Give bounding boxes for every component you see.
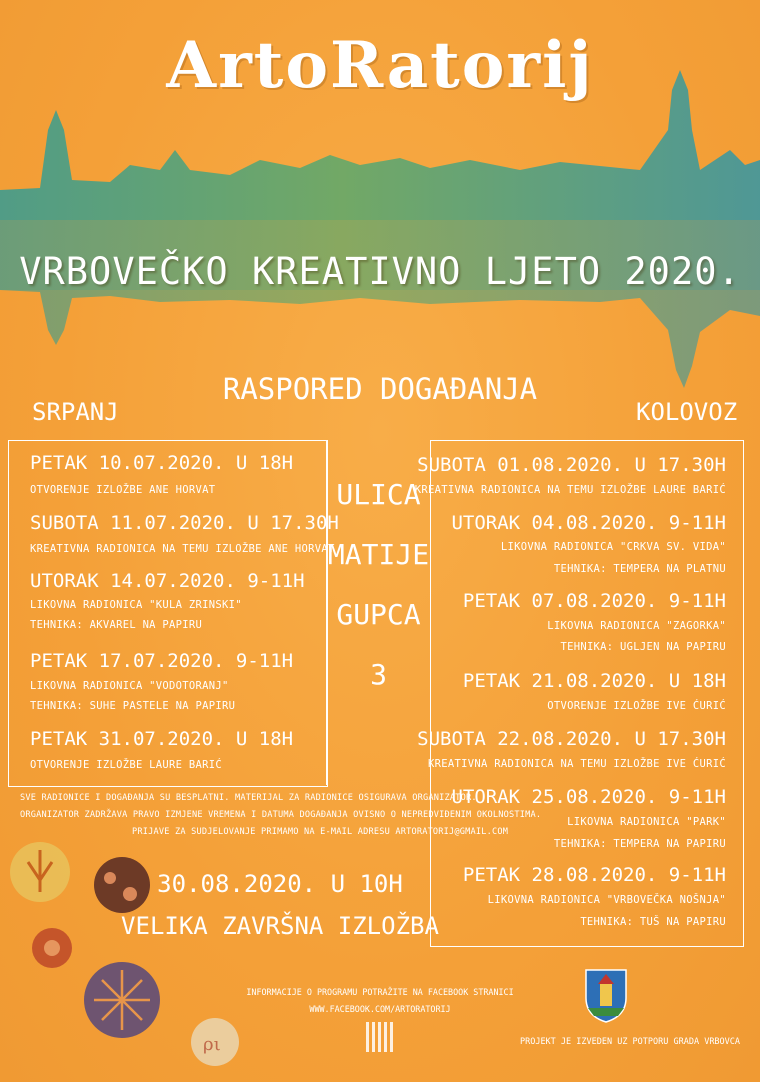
final-exhibition-label: VELIKA ZAVRŠNA IZLOŽBA <box>121 912 439 940</box>
decorative-painted-circles <box>0 830 250 1082</box>
venue-line: ULICA <box>336 478 421 511</box>
august-event-date: UTORAK 25.08.2020. 9-11H <box>451 786 726 808</box>
info-text: INFORMACIJE O PROGRAMU POTRAŽITE NA FACEBOOK STRANICI <box>246 987 514 997</box>
final-exhibition-date: 30.08.2020. U 10H <box>157 870 403 898</box>
august-event-technique: TEHNIKA: TEMPERA NA PLATNU <box>553 563 726 575</box>
august-event-technique: TEHNIKA: UGLJEN NA PAPIRU <box>560 641 726 653</box>
august-event-desc: OTVORENJE IZLOŽBE IVE ĆURIĆ <box>547 700 726 712</box>
july-event-date: SUBOTA 11.07.2020. U 17.30H <box>30 512 339 534</box>
august-event-date: PETAK 21.08.2020. U 18H <box>462 670 726 692</box>
august-event-date: SUBOTA 22.08.2020. U 17.30H <box>417 728 726 750</box>
august-event-technique: TEHNIKA: TUŠ NA PAPIRU <box>580 916 726 928</box>
august-event-desc: LIKOVNA RADIONICA "PARK" <box>567 816 726 828</box>
august-event-date: PETAK 07.08.2020. 9-11H <box>462 590 726 612</box>
qr-code-icon <box>366 1022 396 1052</box>
note-changes: ORGANIZATOR ZADRŽAVA PRAVO IZMJENE VREMENA I DATUMA DOGAĐANJA OVISNO O NEPREDVIĐENIM OKOLNOSTIMA. <box>20 810 542 820</box>
july-event-desc: LIKOVNA RADIONICA "VODOTORANJ" <box>30 680 229 692</box>
july-event-date: PETAK 10.07.2020. U 18H <box>30 452 294 474</box>
july-event-technique: TEHNIKA: SUHE PASTELE NA PAPIRU <box>30 700 236 712</box>
venue-line: MATIJE <box>327 538 430 571</box>
facebook-link[interactable]: WWW.FACEBOOK.COM/ARTORATORIJ <box>309 1004 451 1014</box>
july-event-date: PETAK 17.07.2020. 9-11H <box>30 650 294 672</box>
july-event-date: PETAK 31.07.2020. U 18H <box>30 728 294 750</box>
july-event-date: UTORAK 14.07.2020. 9-11H <box>30 570 305 592</box>
july-event-desc: LIKOVNA RADIONICA "KULA ZRINSKI" <box>30 599 242 611</box>
svg-text:ρι: ρι <box>203 1034 221 1055</box>
month-july: SRPANJ <box>32 398 119 426</box>
august-event-date: UTORAK 04.08.2020. 9-11H <box>451 512 726 534</box>
july-event-desc: OTVORENJE IZLOŽBE LAURE BARIĆ <box>30 759 223 771</box>
venue-line: GUPCA <box>336 598 421 631</box>
july-event-desc: KREATIVNA RADIONICA NA TEMU IZLOŽBE ANE HORVAT <box>30 543 335 555</box>
august-event-desc: LIKOVNA RADIONICA "VRBOVEČKA NOŠNJA" <box>487 894 726 906</box>
july-event-desc: OTVORENJE IZLOŽBE ANE HORVAT <box>30 484 216 496</box>
venue-address <box>327 465 430 705</box>
august-event-desc: LIKOVNA RADIONICA "ZAGORKA" <box>547 620 726 632</box>
month-august: KOLOVOZ <box>636 398 738 426</box>
page-title: VRBOVEČKO KREATIVNO LJETO 2020. <box>19 250 741 293</box>
logo: ArtoRatorij <box>166 28 594 103</box>
july-event-technique: TEHNIKA: AKVAREL NA PAPIRU <box>30 619 203 631</box>
august-event-desc: KREATIVNA RADIONICA NA TEMU IZLOŽBE IVE ĆURIĆ <box>428 758 726 770</box>
note-registration: PRIJAVE ZA SUDJELOVANJE PRIMAMO NA E-MAIL ADRESU ARTORATORIJ@GMAIL.COM <box>132 827 509 837</box>
august-event-desc: KREATIVNA RADIONICA NA TEMU IZLOŽBE LAURE BARIĆ <box>414 484 726 496</box>
vrbovec-coat-of-arms-icon <box>584 968 628 1024</box>
august-event-technique: TEHNIKA: TEMPERA NA PAPIRU <box>553 838 726 850</box>
page-subtitle: RASPORED DOGAĐANJA <box>222 372 538 406</box>
town-skyline-illustration <box>0 70 760 390</box>
note-free: SVE RADIONICE I DOGAĐANJA SU BESPLATNI. MATERIJAL ZA RADIONICE OSIGURAVA ORGANIZATOR. <box>20 793 477 803</box>
support-credit: PROJEKT JE IZVEDEN UZ POTPORU GRADA VRBOVCA <box>519 1037 741 1047</box>
august-event-date: SUBOTA 01.08.2020. U 17.30H <box>417 454 726 476</box>
august-event-desc: LIKOVNA RADIONICA "CRKVA SV. VIDA" <box>500 541 726 553</box>
venue-line: 3 <box>370 658 387 691</box>
august-event-date: PETAK 28.08.2020. 9-11H <box>462 864 726 886</box>
